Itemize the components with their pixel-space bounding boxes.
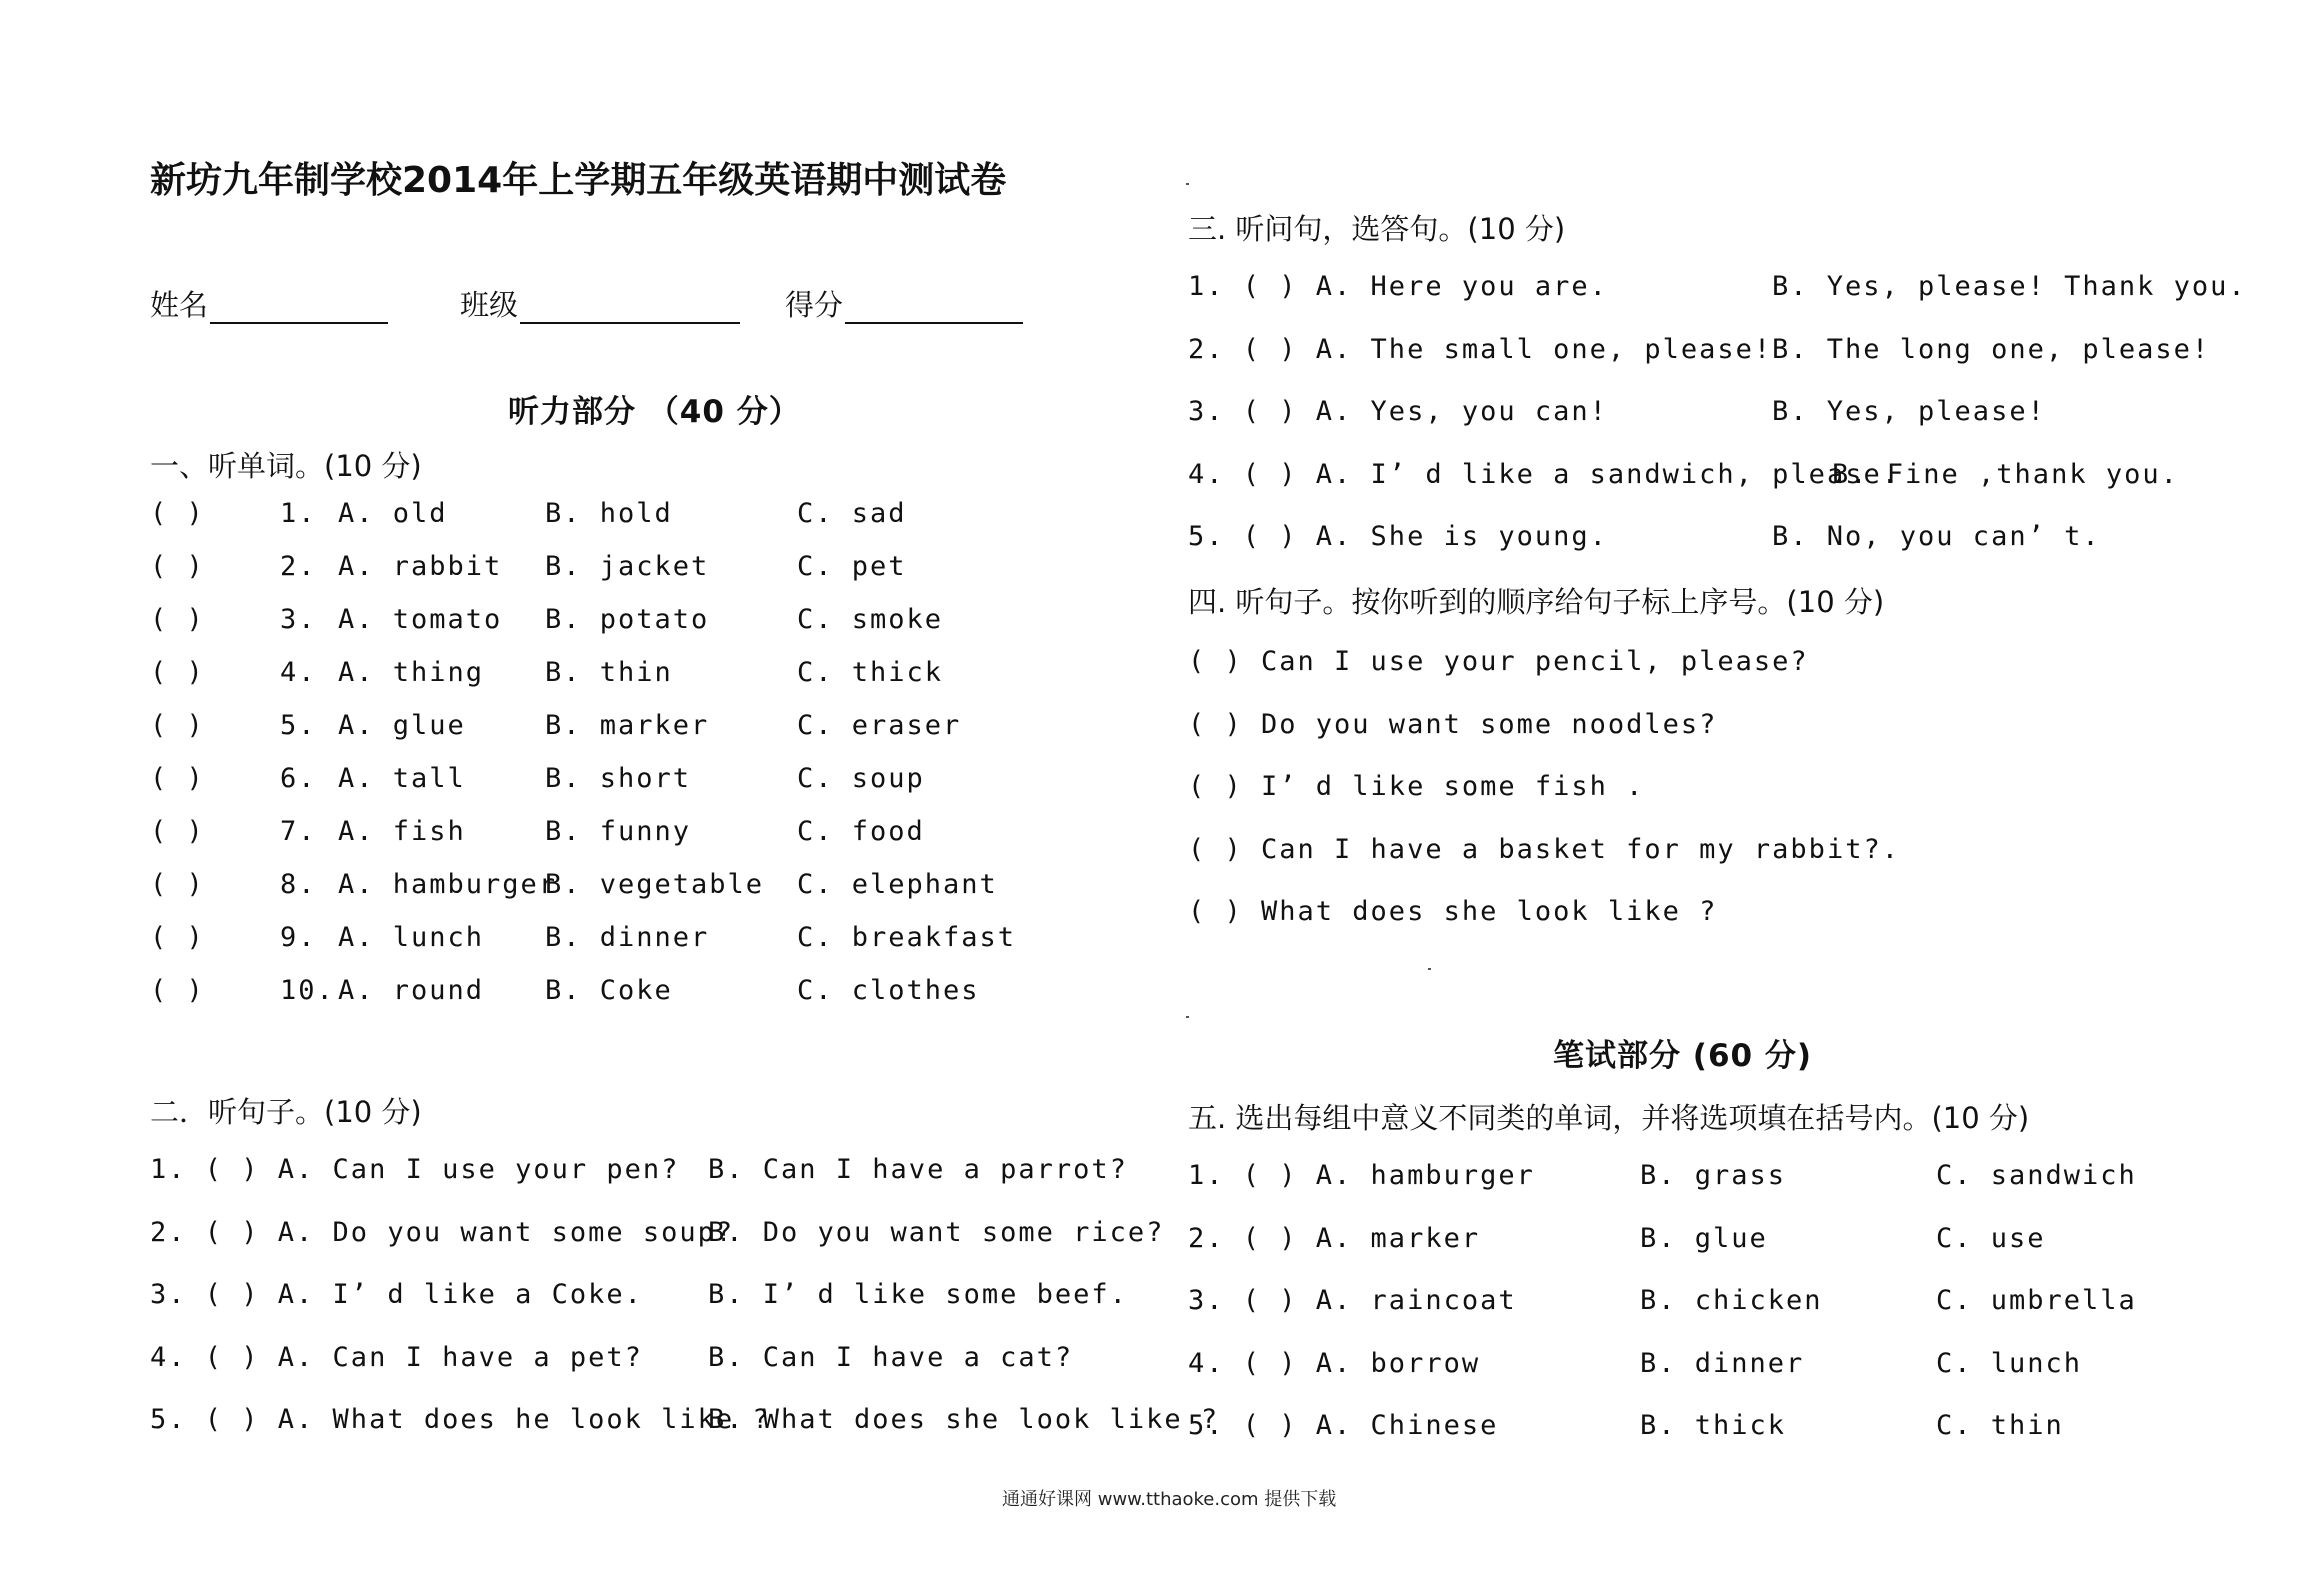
answer-paren: ( ) xyxy=(150,604,205,635)
section4-heading: 四. 听句子。按你听到的顺序给句子标上序号。(10 分) xyxy=(1188,585,1885,619)
option-b: B. Yes, please! xyxy=(1772,396,2046,427)
option-c: C. use xyxy=(1936,1222,2046,1254)
option-c: C. elephant xyxy=(797,869,998,900)
question-option-a: 3. ( ) A. Yes, you can! xyxy=(1188,396,1608,427)
option-b: B. hold xyxy=(545,498,673,529)
answer-paren: ( ) xyxy=(150,816,205,847)
option-b: B. What does she look like ? xyxy=(708,1404,1220,1435)
option-b: B. Coke xyxy=(545,975,673,1006)
ordering-sentence: ( ) What does she look like ? xyxy=(1188,896,1718,927)
option-a: A. tall xyxy=(338,763,466,794)
question-option-a: 4. ( ) A. I’ d like a sandwich, please. xyxy=(1188,458,1900,490)
question-number: 4. xyxy=(280,657,317,688)
question-option-a: 3. ( ) A. I’ d like a Coke. xyxy=(150,1279,643,1310)
question-option-a: 4. ( ) A. Can I have a pet? xyxy=(150,1341,643,1373)
option-b: B. grass xyxy=(1640,1160,1787,1191)
question-option-a: 4. ( ) A. borrow xyxy=(1188,1347,1481,1379)
question-option-a: 5. ( ) A. What does he look like ? xyxy=(150,1404,771,1435)
option-c: C. breakfast xyxy=(797,922,1017,953)
option-c: C. clothes xyxy=(797,975,980,1006)
class-label: 班级 xyxy=(460,288,519,322)
class-field xyxy=(460,283,740,324)
answer-paren: ( ) xyxy=(150,710,205,741)
option-c: C. lunch xyxy=(1936,1347,2083,1379)
section3-heading: 三. 听问句，选答句。(10 分) xyxy=(1188,212,1566,246)
option-a: A. glue xyxy=(338,710,466,741)
option-a: A. old xyxy=(338,498,448,529)
option-c: C. food xyxy=(797,816,925,847)
answer-paren: ( ) xyxy=(150,975,205,1006)
option-a: A. hamburger xyxy=(338,869,558,900)
question-option-a: 2. ( ) A. Do you want some soup? xyxy=(150,1216,735,1248)
ordering-sentence: ( ) Can I use your pencil, please? xyxy=(1188,646,1809,677)
score-label: 得分 xyxy=(785,288,844,322)
option-a: A. lunch xyxy=(338,922,485,953)
option-b: B. Can I have a parrot? xyxy=(708,1154,1128,1185)
listening-header: 听力部分 （40 分） xyxy=(508,394,801,430)
option-b: B. vegetable xyxy=(545,869,765,900)
scan-speck xyxy=(1186,183,1189,185)
question-option-a: 5. ( ) A. She is young. xyxy=(1188,521,1608,552)
answer-paren: ( ) xyxy=(150,922,205,953)
question-option-a: 2. ( ) A. marker xyxy=(1188,1222,1481,1254)
option-b: B. jacket xyxy=(545,551,710,582)
answer-paren: ( ) xyxy=(150,551,205,582)
question-number: 9. xyxy=(280,922,317,953)
section5-heading: 五. 选出每组中意义不同类的单词，并将选项填在括号内。(10 分) xyxy=(1188,1101,2030,1135)
name-field xyxy=(150,283,388,324)
option-b: B. funny xyxy=(545,816,692,847)
option-b: B. marker xyxy=(545,710,710,741)
question-number: 10. xyxy=(280,975,335,1006)
question-option-a: 5. ( ) A. Chinese xyxy=(1188,1410,1499,1441)
option-b: B. Can I have a cat? xyxy=(708,1341,1074,1373)
answer-paren: ( ) xyxy=(150,657,205,688)
footer-credit: 通通好课网 www.tthaoke.com 提供下载 xyxy=(1002,1489,1337,1510)
question-number: 2. xyxy=(280,551,317,582)
option-b: B. chicken xyxy=(1640,1285,1823,1316)
question-number: 7. xyxy=(280,816,317,847)
question-option-a: 2. ( ) A. The small one, please! xyxy=(1188,333,1773,365)
option-a: A. round xyxy=(338,975,485,1006)
question-option-a: 1. ( ) A. Here you are. xyxy=(1188,271,1608,302)
option-c: C. umbrella xyxy=(1936,1285,2137,1316)
page-title: 新坊九年制学校2014年上学期五年级英语期中测试卷 xyxy=(150,160,1007,201)
option-c: C. thick xyxy=(797,657,944,688)
question-option-a: 3. ( ) A. raincoat xyxy=(1188,1285,1517,1316)
score-blank[interactable] xyxy=(845,292,1023,324)
option-b: B. Fine ,thank you. xyxy=(1832,458,2179,490)
option-c: C. sad xyxy=(797,498,907,529)
option-b: B. thin xyxy=(545,657,673,688)
option-c: C. thin xyxy=(1936,1410,2064,1441)
option-b: B. Yes, please! Thank you. xyxy=(1772,271,2247,302)
answer-paren: ( ) xyxy=(150,763,205,794)
option-c: C. sandwich xyxy=(1936,1160,2137,1191)
option-a: A. rabbit xyxy=(338,551,503,582)
answer-paren: ( ) xyxy=(150,869,205,900)
question-number: 1. xyxy=(280,498,317,529)
score-field xyxy=(785,283,1023,324)
written-header: 笔试部分 (60 分) xyxy=(1553,1038,1813,1074)
question-number: 3. xyxy=(280,604,317,635)
scan-speck xyxy=(1428,968,1431,970)
option-c: C. pet xyxy=(797,551,907,582)
name-blank[interactable] xyxy=(210,292,388,324)
option-c: C. eraser xyxy=(797,710,962,741)
question-option-a: 1. ( ) A. Can I use your pen? xyxy=(150,1154,680,1185)
option-b: B. dinner xyxy=(1640,1347,1805,1379)
name-label: 姓名 xyxy=(150,288,209,322)
ordering-sentence: ( ) Can I have a basket for my rabbit?. xyxy=(1188,833,1900,865)
question-number: 6. xyxy=(280,763,317,794)
scan-speck xyxy=(1186,1016,1189,1018)
option-c: C. soup xyxy=(797,763,925,794)
option-b: B. potato xyxy=(545,604,710,635)
option-a: A. tomato xyxy=(338,604,503,635)
question-number: 5. xyxy=(280,710,317,741)
question-option-a: 1. ( ) A. hamburger xyxy=(1188,1160,1535,1191)
ordering-sentence: ( ) I’ d like some fish . xyxy=(1188,771,1645,802)
answer-paren: ( ) xyxy=(150,498,205,529)
option-b: B. short xyxy=(545,763,692,794)
option-b: B. The long one, please! xyxy=(1772,333,2211,365)
option-a: A. thing xyxy=(338,657,485,688)
question-number: 8. xyxy=(280,869,317,900)
option-b: B. Do you want some rice? xyxy=(708,1216,1165,1248)
option-b: B. thick xyxy=(1640,1410,1787,1441)
option-b: B. dinner xyxy=(545,922,710,953)
option-b: B. glue xyxy=(1640,1222,1768,1254)
option-b: B. No, you can’ t. xyxy=(1772,521,2101,552)
option-c: C. smoke xyxy=(797,604,944,635)
option-b: B. I’ d like some beef. xyxy=(708,1279,1128,1310)
ordering-sentence: ( ) Do you want some noodles? xyxy=(1188,708,1718,740)
section2-heading: 二．听句子。(10 分) xyxy=(150,1095,422,1129)
section1-heading: 一、听单词。(10 分) xyxy=(150,449,422,483)
class-blank[interactable] xyxy=(520,292,740,324)
option-a: A. fish xyxy=(338,816,466,847)
